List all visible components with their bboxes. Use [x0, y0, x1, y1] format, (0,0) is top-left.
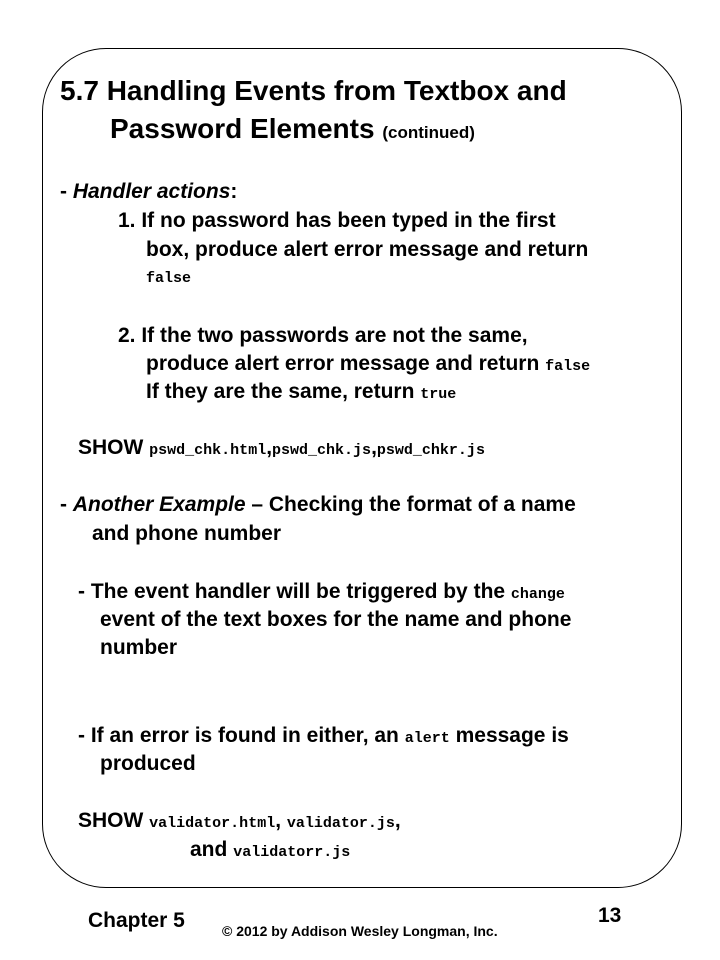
event-line1	[78, 578, 565, 608]
footer-page-number: 13	[598, 904, 622, 927]
show2-sep1: ,	[275, 809, 282, 832]
error-line1	[78, 722, 569, 752]
show2-sep2: ,	[394, 809, 401, 832]
error-line2: produced	[100, 752, 196, 775]
error-text-b: message is	[455, 724, 569, 747]
error-text-a: - If an error is found in either, an	[78, 724, 399, 747]
step2-line3	[146, 378, 456, 408]
show2-line1	[78, 807, 401, 837]
event-line2: event of the text boxes for the name and phone	[100, 608, 572, 631]
show2-file3: validatorr.js	[233, 844, 351, 861]
event-text: - The event handler will be triggered by the	[78, 580, 506, 603]
show1-file1: pswd_chk.html	[149, 442, 267, 459]
step1-code: false	[146, 270, 192, 287]
event-code: change	[510, 586, 565, 603]
another-example-line1	[60, 491, 576, 518]
error-code: alert	[404, 730, 450, 747]
handler-dash: -	[60, 180, 73, 203]
step2-code: false	[545, 358, 591, 375]
step2-line1: 2. If the two passwords are not the same,	[118, 324, 528, 347]
handler-label: Handler actions	[72, 180, 231, 203]
show2-and: and	[190, 838, 228, 861]
show1-sep2: ,	[371, 436, 377, 459]
handler-actions-heading	[60, 178, 237, 205]
show2-file2: validator.js	[286, 815, 395, 832]
show1-file3: pswd_chkr.js	[376, 442, 485, 459]
another-dash: -	[60, 493, 73, 516]
show1-file2: pswd_chk.js	[272, 442, 372, 459]
step2-line2	[146, 350, 590, 380]
slide-title-line2	[110, 112, 475, 150]
event-line3: number	[100, 636, 178, 659]
another-label: Another Example	[72, 493, 246, 516]
title-text: Password Elements	[110, 113, 375, 144]
show2-file1: validator.html	[149, 815, 276, 832]
another-rest: – Checking the format of a name	[245, 493, 576, 516]
footer-copyright: © 2012 by Addison Wesley Longman, Inc.	[222, 923, 498, 939]
slide-title-line1: 5.7 Handling Events from Textbox and	[60, 75, 567, 106]
step1-line2: box, produce alert error message and return	[146, 238, 589, 261]
another-example-line2: and phone number	[92, 522, 281, 545]
show1-line	[78, 434, 485, 464]
footer-chapter: Chapter 5	[88, 909, 185, 932]
title-continued: (continued)	[382, 123, 475, 142]
show2-label: SHOW	[78, 809, 144, 832]
step2-text: produce alert error message and return	[146, 352, 540, 375]
show1-sep1: ,	[266, 436, 273, 459]
show1-label: SHOW	[78, 436, 144, 459]
step1-line1: 1. If no password has been typed in the first	[118, 209, 556, 232]
handler-colon: :	[230, 180, 238, 203]
show2-line2	[190, 836, 350, 866]
step2-code2: true	[420, 386, 457, 403]
step2-line3-text: If they are the same, return	[146, 380, 415, 403]
